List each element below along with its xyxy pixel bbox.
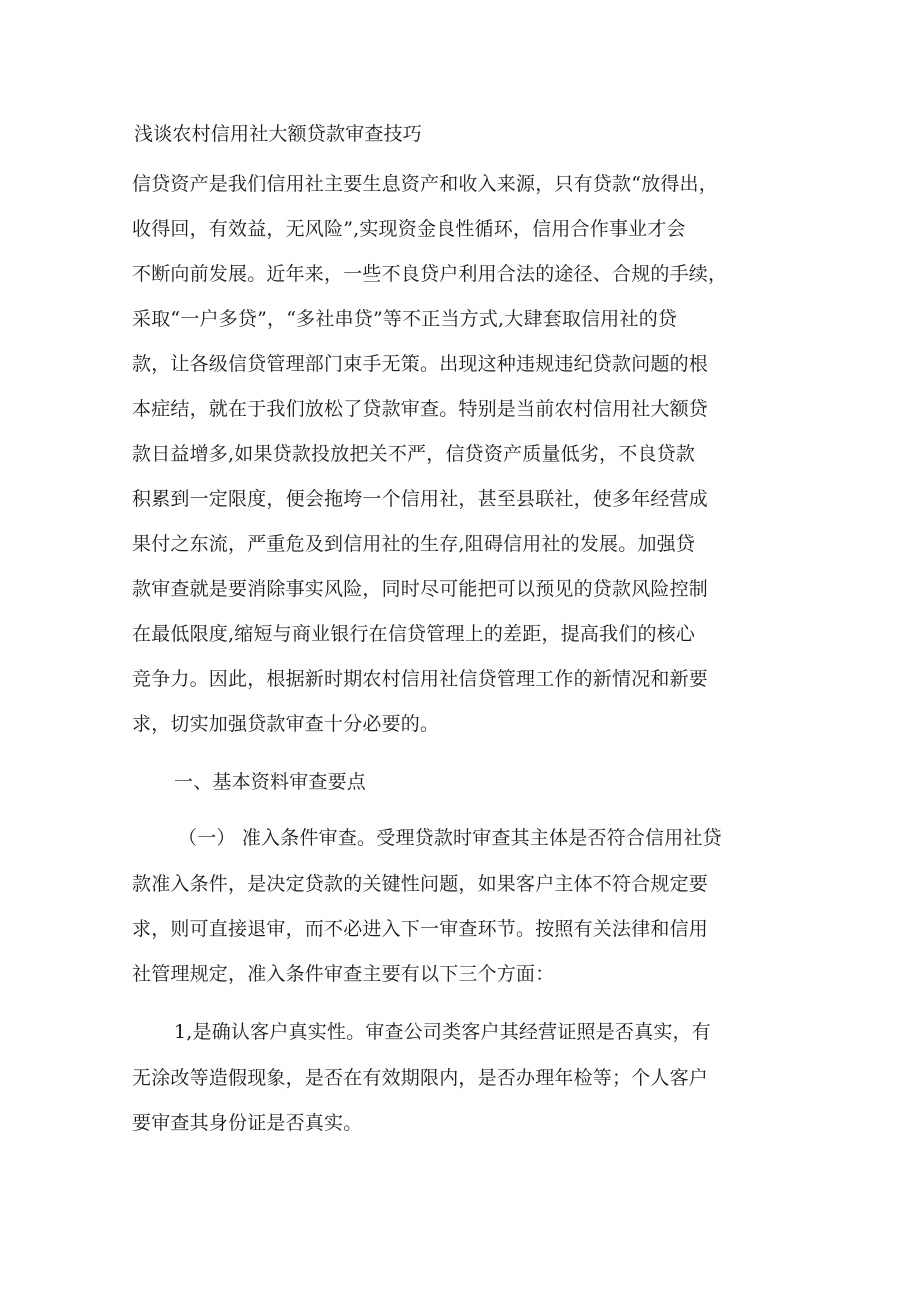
paragraph-line: 竞争力。因此，根据新时期农村信用社信贷管理工作的新情况和新要 — [132, 668, 709, 690]
section-heading: 一、基本资料审查要点 — [174, 771, 367, 793]
paragraph-line: 无涂改等造假现象，是否在有效期限内，是否办理年检等；个人客户 — [132, 1067, 709, 1089]
paragraph-line: 采取“一户多贷”，“多社串贷”等不正当方式,大肆套取信用社的贷 — [132, 308, 678, 330]
paragraph-line: 社管理规定，准入条件审查主要有以下三个方面： — [132, 963, 555, 985]
paragraph-line: 求，则可直接退审，而不必进入下一审查环节。按照有关法律和信用 — [132, 918, 709, 940]
paragraph-line: 积累到一定限度，便会拖垮一个信用社，甚至县联社，使多年经营成 — [132, 488, 709, 510]
paragraph-line: 要审查其身份证是否真实。 — [132, 1112, 363, 1134]
paragraph-line: 收得回，有效益，无风险”,实现资金良性循环，信用合作事业才会 — [132, 218, 686, 240]
paragraph-line: 求，切实加强贷款审查十分必要的。 — [132, 713, 440, 735]
paragraph-line: 款准入条件，是决定贷款的关键性问题，如果客户主体不符合规定要 — [132, 873, 709, 895]
paragraph-line: 款审查就是要消除事实风险，同时尽可能把可以预见的贷款风险控制 — [132, 578, 709, 600]
paragraph-line: 果付之东流，严重危及到信用社的生存,阻碍信用社的发展。加强贷 — [132, 533, 696, 555]
document-title: 浅谈农村信用社大额贷款审查技巧 — [134, 123, 423, 145]
paragraph-line: 不断向前发展。近年来，一些不良贷户利用合法的途径、合规的手续， — [132, 263, 728, 285]
paragraph-line: 款日益增多,如果贷款投放把关不严，信贷资产质量低劣，不良贷款 — [132, 443, 696, 465]
paragraph-line: 在最低限度,缩短与商业银行在信贷管理上的差距，提高我们的核心 — [132, 623, 696, 645]
paragraph-line: 本症结，就在于我们放松了贷款审查。特别是当前农村信用社大额贷 — [132, 398, 709, 420]
paragraph-line: 款，让各级信贷管理部门束手无策。出现这种违规违纪贷款问题的根 — [132, 353, 709, 375]
paragraph-line: 信贷资产是我们信用社主要生息资产和收入来源，只有贷款“放得出， — [132, 173, 718, 195]
paragraph-line: 1,是确认客户真实性。审查公司类客户其经营证照是否真实，有 — [174, 1021, 711, 1043]
paragraph-line: （一） 准入条件审查。受理贷款时审查其主体是否符合信用社贷 — [178, 827, 722, 849]
